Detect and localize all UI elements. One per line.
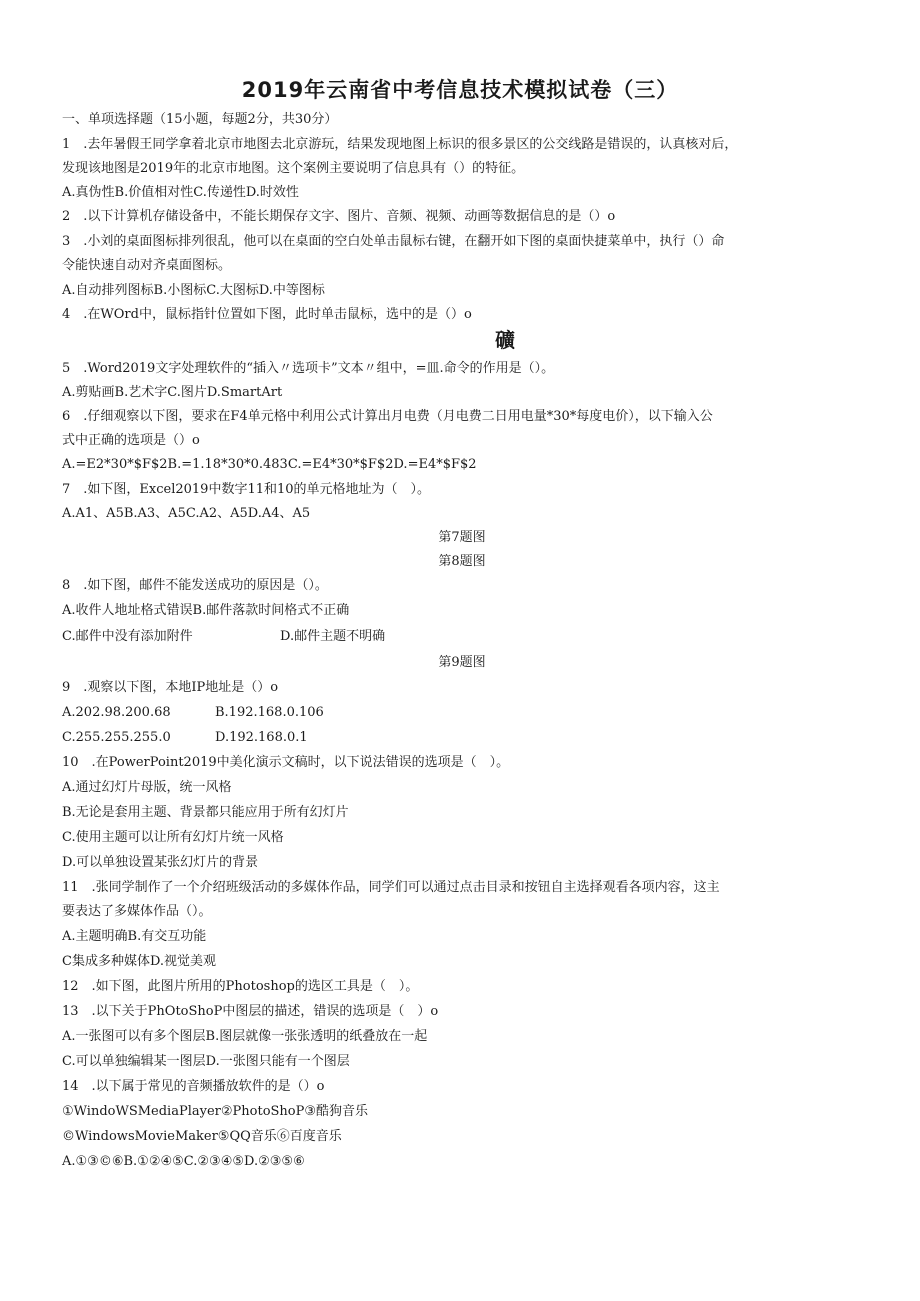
- q8-option-c: C.邮件中没有添加附件: [62, 629, 193, 644]
- q14-options: A.①③©⑥B.①②④⑤C.②③④⑤D.②③⑤⑥: [62, 1154, 305, 1169]
- q9-option-c: C.255.255.255.0: [62, 730, 171, 745]
- q13-text: 13 .以下关于PhOtoShoP中图层的描述，错误的选项是（ ）o: [62, 1004, 439, 1019]
- q11-text-line2: 要表达了多媒体作品（）。: [62, 904, 212, 919]
- section-heading: 一、单项选择题（15小题，每题2分，共30分）: [62, 112, 338, 127]
- exam-title: 2019年云南省中考信息技术模拟试卷（三）: [241, 78, 679, 102]
- q7-figure-caption: 第7题图: [438, 530, 486, 545]
- q10-option-a: A.通过幻灯片母版，统一风格: [62, 780, 232, 795]
- q10-option-c: C.使用主题可以让所有幻灯片统一风格: [62, 830, 284, 845]
- q4-figure-glyph: 礦: [495, 328, 515, 352]
- q1-text-line2: 发现该地图是2019年的北京市地图。这个案例主要说明了信息具有（）的特征。: [62, 161, 525, 176]
- q10-option-b: B.无论是套用主题、背景都只能应用于所有幻灯片: [62, 805, 349, 820]
- q3-options: A.自动排列图标B.小图标C.大图标D.中等图标: [62, 283, 325, 298]
- q3-text-line1: 3 .小刘的桌面图标排列很乱，他可以在桌面的空白处单击鼠标右键，在翻开如下图的桌面快捷菜单中，执行（）命: [62, 234, 725, 249]
- q8-options-ab: A.收件人地址格式错误B.邮件落款时间格式不正确: [62, 603, 350, 618]
- q9-figure-caption: 第9题图: [438, 655, 486, 670]
- q7-options: A.A1、A5B.A3、A5C.A2、A5D.A4、A5: [62, 506, 311, 521]
- q12-text: 12 .如下图，此图片所用的Photoshop的选区工具是（ ）。: [62, 979, 419, 994]
- q2-text: 2 .以下计算机存储设备中，不能长期保存文字、图片、音频、视频、动画等数据信息的是（）o: [62, 209, 616, 224]
- q9-text: 9 .观察以下图，本地IP地址是（）o: [62, 680, 279, 695]
- q14-items-line2: ©WindowsMovieMaker⑤QQ音乐⑥百度音乐: [62, 1129, 342, 1144]
- q13-options-cd: C.可以单独编辑某一图层D.一张图只能有一个图层: [62, 1054, 350, 1069]
- q6-options: A.=E2*30*$F$2B.=1.18*30*0.483C.=E4*30*$F$2D.=E4*$F$2: [62, 457, 477, 472]
- q5-options: A.剪贴画B.艺术字C.图片D.SmartArt: [62, 385, 283, 400]
- q6-text-line1: 6 .仔细观察以下图，要求在F4单元格中利用公式计算出月电费（月电费二日用电量*30*每度电价），以下输入公: [62, 409, 713, 424]
- q14-items-line1: ①WindoWSMediaPlayer②PhotoShoP③酷狗音乐: [62, 1104, 369, 1119]
- q1-options: A.真伪性B.价值相对性C.传递性D.时效性: [62, 185, 299, 200]
- q10-text: 10 .在PowerPoint2019中美化演示文稿时，以下说法错误的选项是（ ）。: [62, 755, 510, 770]
- q3-text-line2: 令能快速自动对齐桌面图标。: [62, 258, 232, 273]
- q5-text: 5 .Word2019文字处理软件的“插入〃选项卡”文本〃组中，=皿.命令的作用是（）。: [62, 361, 555, 376]
- q11-options-cd: C集成多种媒体D.视觉美观: [62, 954, 217, 969]
- q14-text: 14 .以下属于常见的音频播放软件的是（）o: [62, 1079, 325, 1094]
- q9-option-d: D.192.168.0.1: [215, 730, 308, 745]
- q9-option-b: B.192.168.0.106: [215, 705, 324, 720]
- q11-options-ab: A.主题明确B.有交互功能: [62, 929, 207, 944]
- q11-text-line1: 11 .张同学制作了一个介绍班级活动的多媒体作品，同学们可以通过点击目录和按钮自主选择观看各项内容，这主: [62, 880, 720, 895]
- q4-text: 4 .在WOrd中，鼠标指针位置如下图，此时单击鼠标，选中的是（）o: [62, 307, 472, 322]
- q7-text: 7 .如下图，Excel2019中数字11和10的单元格地址为（ ）。: [62, 482, 431, 497]
- q8-figure-caption: 第8题图: [438, 554, 486, 569]
- q1-text-line1: 1 .去年暑假王同学拿着北京市地图去北京游玩，结果发现地图上标识的很多景区的公交线路是错误的，认真核对后，: [62, 137, 738, 152]
- q10-option-d: D.可以单独设置某张幻灯片的背景: [62, 855, 259, 870]
- q13-options-ab: A.一张图可以有多个图层B.图层就像一张张透明的纸叠放在一起: [62, 1029, 428, 1044]
- q9-option-a: A.202.98.200.68: [62, 705, 171, 720]
- q8-option-d: D.邮件主题不明确: [280, 629, 386, 644]
- q6-text-line2: 式中正确的选项是（）o: [62, 433, 200, 448]
- q8-text: 8 .如下图，邮件不能发送成功的原因是（）。: [62, 578, 328, 593]
